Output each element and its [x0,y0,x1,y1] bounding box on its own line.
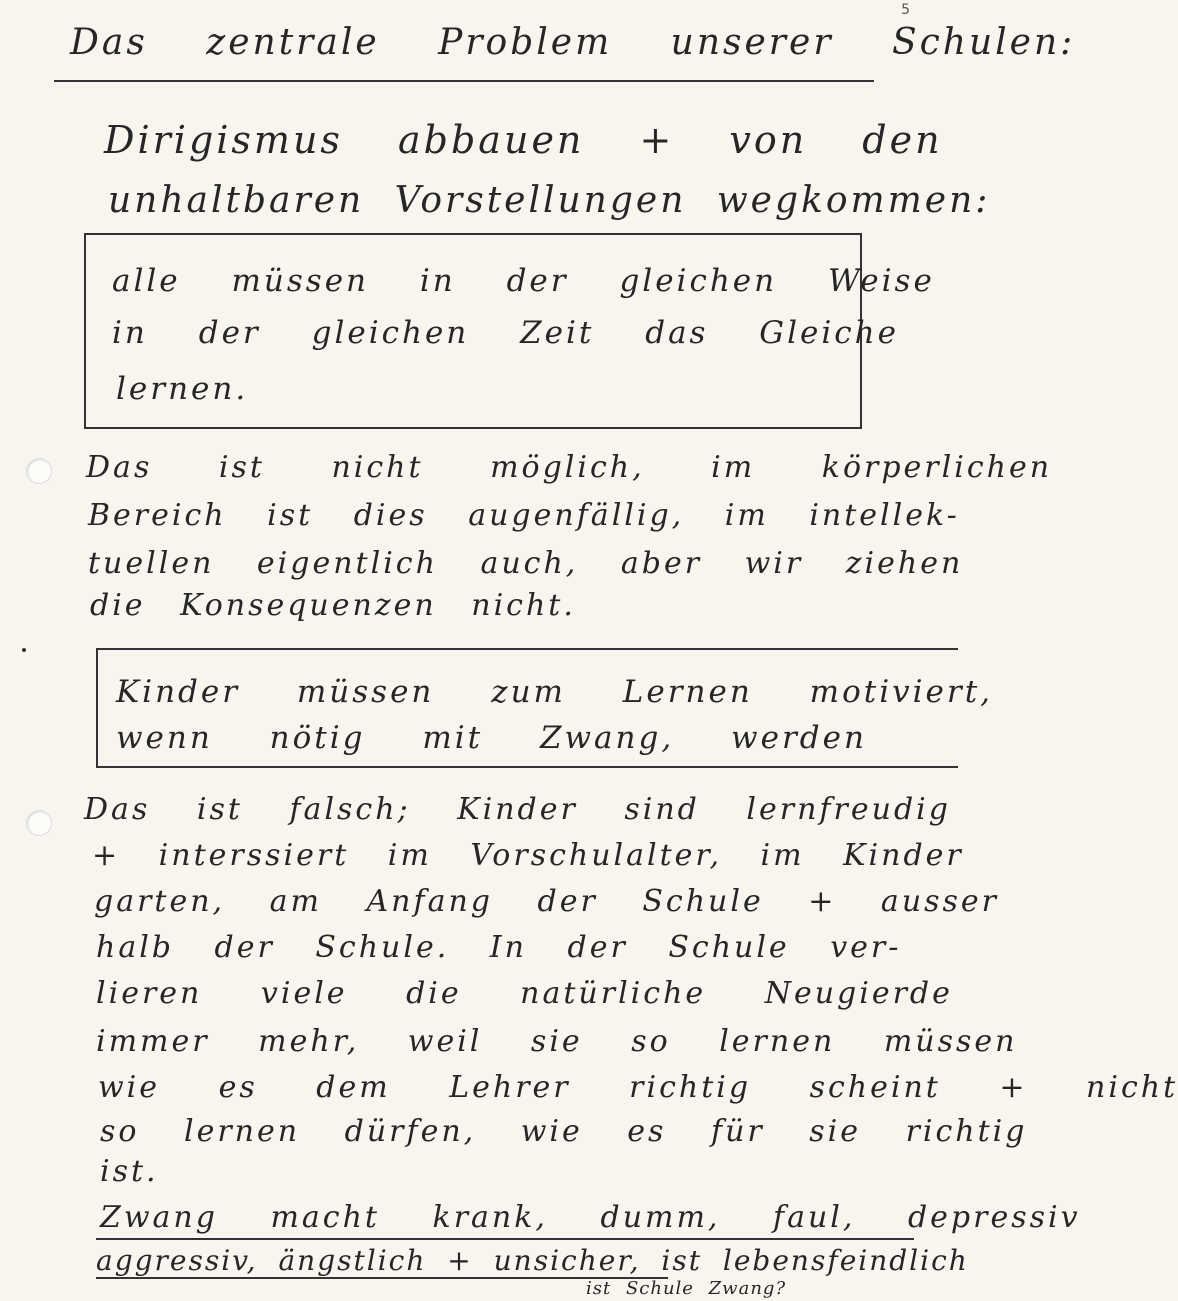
zwang-line-1: Zwang macht krank, dumm, faul, depressiv [100,1200,1081,1235]
page-title: Das zentrale Problem unserer Schulen: [70,22,1076,63]
paragraph2-line-9: ist. [100,1154,159,1189]
paragraph2-line-3: garten, am Anfang der Schule + ausser [94,884,1000,919]
paragraph1-line-4: die Konsequenzen nicht. [90,588,576,623]
lead-line-2: unhaltbaren Vorstellungen wegkommen: [108,180,991,221]
ink-dot [22,648,26,652]
boxed-statement-1 [84,233,935,429]
paragraph2-line-7: wie es dem Lehrer richtig scheint + nicht [98,1070,1178,1105]
paragraph2-line-5: lieren viele die natürliche Neugierde [96,976,953,1011]
boxed-statement-2 [96,648,994,768]
zwang-underline-1 [96,1238,914,1240]
paragraph1-line-1: Das ist nicht möglich, im körperlichen [86,450,1053,485]
paragraph2-line-8: so lernen dürfen, wie es für sie richtig [100,1114,1028,1149]
paragraph2-line-6: immer mehr, weil sie so lernen müssen [96,1024,1018,1059]
zwang-question: ist Schule Zwang? [586,1278,787,1299]
punch-hole-top [26,458,52,484]
page-number: 5 [901,2,910,18]
lead-line-1: Dirigismus abbauen + von den [104,118,943,162]
paragraph1-line-2: Bereich ist dies augenfällig, im intellek- [88,498,960,533]
punch-hole-bottom [26,810,52,836]
zwang-underline-2 [96,1277,668,1279]
box1-line-3: lernen. [116,371,249,407]
box2-line-1: Kinder müssen zum Lernen motiviert, [116,674,994,710]
paragraph1-line-3: tuellen eigentlich auch, aber wir ziehen [88,546,964,581]
box2-line-2: wenn nötig mit Zwang, werden [116,720,867,756]
paragraph2-line-1: Das ist falsch; Kinder sind lernfreudig [84,792,951,827]
title-underline [54,80,874,82]
zwang-line-2: aggressiv, ängstlich + unsicher, ist lebensfeindlich [96,1244,969,1277]
box1-line-1: alle müssen in der gleichen Weise [112,263,935,299]
paragraph2-line-2: + interssiert im Vorschulalter, im Kinder [92,838,964,873]
box1-line-2: in der gleichen Zeit das Gleiche [112,315,899,351]
paragraph2-line-4: halb der Schule. In der Schule ver- [96,930,902,965]
